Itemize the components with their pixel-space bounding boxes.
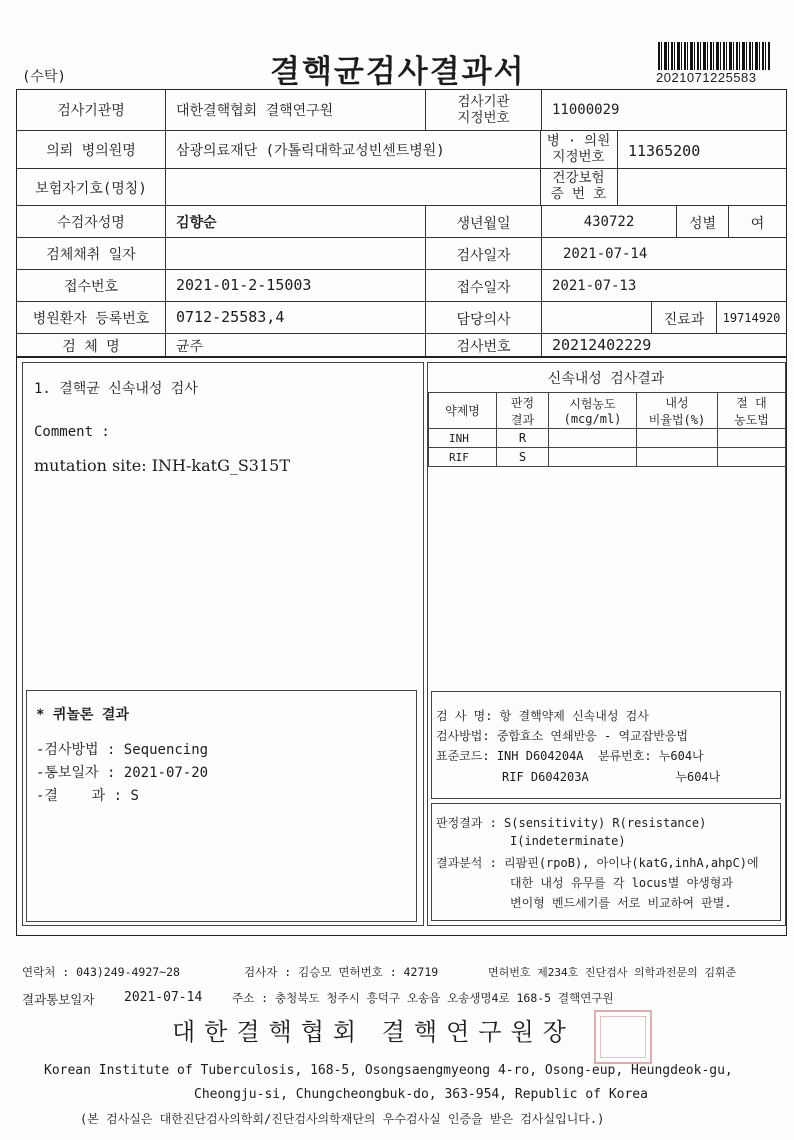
quinolone-title: * 퀴놀론 결과: [36, 707, 129, 723]
results-title: 신속내성 검사결과: [547, 371, 665, 387]
specimen-label: 검 체 명: [62, 339, 120, 355]
quinolone-date: -통보일자 : 2021-07-20: [36, 765, 209, 781]
barcode-number: 2021071225583: [656, 70, 757, 85]
insurance-label: [540, 170, 617, 202]
receipt-tag: (수탁): [22, 69, 66, 85]
hospital-label: 의뢰 병의원명: [46, 143, 136, 159]
patient-label: 수검자성명: [57, 215, 125, 231]
comment-label: Comment :: [34, 424, 110, 440]
interp-line3: 결과분석 : 리팜핀(rpoB), 아이나(katG,inhA,ahpC)에: [436, 856, 759, 870]
collect-date-label: 검체채취 일자: [46, 247, 136, 263]
receipt-date-label: 접수일자: [456, 280, 511, 296]
row-abs: [718, 429, 786, 448]
barcode: [658, 42, 770, 70]
test-info-line3: 표준코드: INH D604204A 분류번호: 누604나: [436, 749, 704, 763]
header-absolute: 절 대 농도법: [718, 393, 786, 429]
insurance-label-line1: 건강보험: [552, 170, 605, 186]
hospital-name: 삼광의료재단 (가톨릭대학교성빈센트병원): [176, 143, 445, 159]
quinolone-method: -검사방법 : Sequencing: [36, 742, 209, 758]
table-row: [429, 448, 786, 467]
contact: 연락처 : 043)249-4927~28: [22, 965, 180, 979]
row-result: R: [497, 429, 549, 448]
row-abs: [718, 448, 786, 467]
test-date: 2021-07-14: [563, 246, 648, 262]
dept-label: 진료과: [663, 312, 705, 328]
reg-no: 0712-25583,4: [176, 308, 285, 326]
row-drug: INH: [429, 429, 497, 448]
report-date: 2021-07-14: [124, 990, 203, 1005]
row-conc: [549, 429, 637, 448]
row-result: S: [497, 448, 549, 467]
english-address-line2: Cheongju-si, Chungcheongbuk-do, 363-954, Republic of Korea: [194, 1087, 648, 1102]
test-no-label: 검사번호: [456, 339, 511, 355]
patient-name: 김향순: [176, 215, 217, 231]
test-date-label: 검사일자: [456, 248, 511, 264]
row-drug: RIF: [429, 448, 497, 467]
header-result: 판정 결과: [497, 393, 549, 429]
lab-code-label-line1: 검사기관: [457, 94, 510, 110]
certification-note: (본 검사실은 대한진단검사의학회/진단검사의학재단의 우수검사실 인증을 받은 검사실입니다.): [80, 1112, 605, 1126]
section-title: 1. 결핵균 신속내성 검사: [34, 381, 198, 397]
lab-name-label: 검사기관명: [57, 103, 125, 119]
lab-code-label: [426, 94, 541, 126]
dept: 19714920: [722, 311, 781, 325]
report-date-label: 결과통보일자: [22, 992, 95, 1007]
lab-name: 대한결핵협회 결핵연구원: [176, 103, 334, 119]
english-address-line1: Korean Institute of Tuberculosis, 168-5, Osongsaengmyeong 4-ro, Osong-eup, Heungdeok-gu,: [44, 1063, 733, 1078]
interp-line5: 변이형 벤드세기를 서로 비교하여 판별.: [510, 896, 732, 910]
hospital-code-label: [540, 133, 617, 165]
dob-label: 생년월일: [456, 216, 511, 232]
quinolone-result: -결 과 : S: [36, 788, 139, 804]
receipt-no: 2021-01-2-15003: [176, 276, 312, 294]
hospital-code-label-line1: 병 · 의원: [546, 133, 611, 149]
examiner: 검사자 : 김승모 면허번호 : 42719: [244, 965, 439, 979]
row-ratio: [637, 448, 718, 467]
hospital-code: 11365200: [628, 142, 701, 160]
interp-line1: 판정결과 : S(sensitivity) R(resistance): [436, 816, 707, 830]
test-no: 20212402229: [552, 336, 652, 354]
lab-code-label-line2: 지정번호: [457, 110, 510, 126]
lab-code: 11000029: [552, 102, 620, 118]
page-title: 결핵균검사결과서: [270, 54, 526, 90]
insurer-label: 보험자기호(명칭): [35, 181, 147, 197]
director: 면허번호 제234호 진단검사 의학과전문의 김휘준: [488, 966, 737, 979]
header-ratio: 내성 비율법(%): [637, 393, 718, 429]
doctor-label: 담당의사: [456, 312, 511, 328]
sex: 여: [750, 216, 765, 232]
official-seal: [594, 1010, 652, 1064]
row-ratio: [637, 429, 718, 448]
insurance-label-line2: 증 번 호: [550, 186, 607, 202]
specimen: 균주: [176, 339, 204, 355]
test-info-line1: 검 사 명: 항 결핵약제 신속내성 검사: [436, 709, 649, 723]
dob: 430722: [583, 214, 635, 230]
interp-line4: 대한 내성 유무를 각 locus별 야생형과: [510, 876, 733, 890]
receipt-no-label: 접수번호: [63, 279, 119, 295]
sex-label: 성별: [688, 216, 717, 232]
row-conc: [549, 448, 637, 467]
test-info-line4: RIF D604203A 누604나: [502, 770, 721, 784]
address: 주소 : 충청북도 청주시 흥덕구 오송읍 오송생명4로 168-5 결핵연구원: [232, 991, 614, 1005]
table-row: [429, 429, 786, 448]
test-info-line2: 검사방법: 중합효소 연쇄반응 - 역교잡반응법: [436, 729, 689, 743]
header-concentration: 시험농도 (mcg/ml): [549, 393, 637, 429]
reg-no-label: 병원환자 등록번호: [32, 311, 150, 327]
org-name: 대한결핵협회 결핵연구원장: [172, 1018, 575, 1046]
quinolone-box: [26, 690, 417, 922]
mutation-site: mutation site: INH-katG_S315T: [34, 456, 291, 475]
hospital-code-label-line2: 지정번호: [552, 149, 605, 165]
header-drug: 약제명: [429, 393, 497, 429]
interp-line2: I(indeterminate): [510, 834, 626, 848]
receipt-date: 2021-07-13: [552, 278, 637, 294]
results-table: [428, 392, 786, 467]
